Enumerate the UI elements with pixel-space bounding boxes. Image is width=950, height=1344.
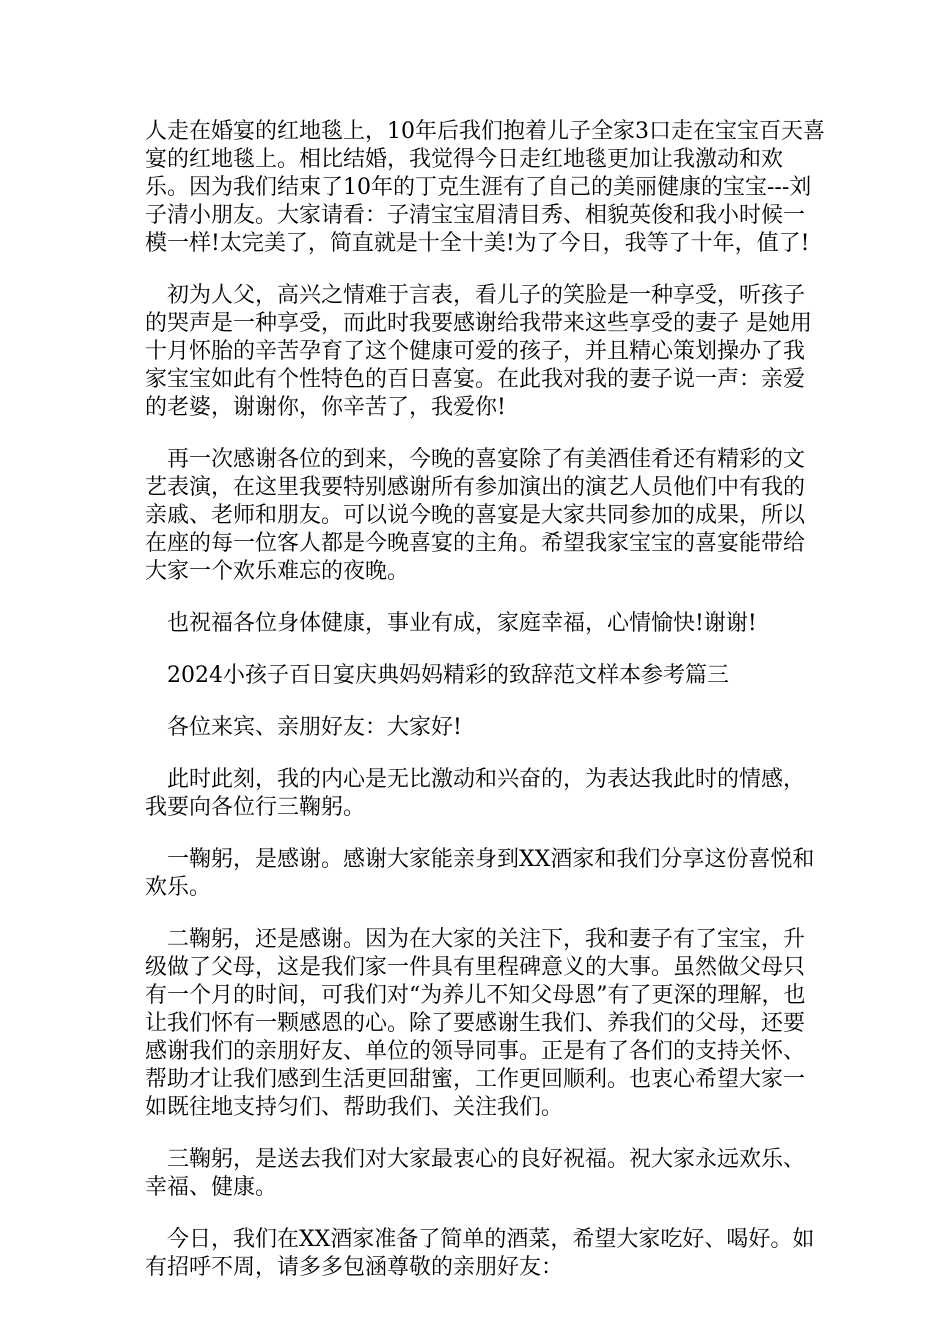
paragraph: 再一次感谢各位的到来，今晚的喜宴除了有美酒佳肴还有精彩的文艺表演，在这里我要特别感谢所有参加演出的演艺人员他们中有我的亲戚、老师和朋友。可以说今晚的喜宴是大家共同参加的成果，所以在座的每一位客人都是今晚喜宴的主角。希望我家宝宝的喜宴能带给大家一个欢乐难忘的夜晚。 [145,447,806,584]
document-body [145,118,825,1306]
paragraph: 一鞠躬，是感谢。感谢大家能亲身到XX酒家和我们分享这份喜悦和欢乐。 [145,847,815,900]
paragraph: 二鞠躬，还是感谢。因为在大家的关注下，我和妻子有了宝宝，升级做了父母，这是我们家一件具有里程碑意义的大事。虽然做父母只有一个月的时间，可我们对“为养儿不知父母恩”有了更深的理解，也让我们怀有一颗感恩的心。除了要感谢生我们、养我们的父母，还要感谢我们的亲朋好友、单位的领导同事。正是有了各们的支持关怀、帮助才让我们感到生活更回甜蜜，工作更回顺利。也衷心希望大家一如既往地支持匀们、帮助我们、关注我们。 [145,927,806,1120]
paragraph: 三鞠躬，是送去我们对大家最衷心的良好祝福。祝大家永远欢乐、幸福、健康。 [145,1147,806,1200]
paragraph: 人走在婚宴的红地毯上，10年后我们抱着儿子全家3口走在宝宝百天喜宴的红地毯上。相比结婚，我觉得今日走红地毯更加让我激动和欢乐。因为我们结束了10年的丁克生涯有了自己的美丽健康的宝宝---刘子清小朋友。大家请看：子清宝宝眉清目秀、相貌英俊和我小时候一模一样!太完美了，简直就是十全十美!为了今日，我等了十年，值了! [145,119,825,256]
paragraph: 今日，我们在XX酒家准备了简单的酒菜，希望大家吃好、喝好。如有招呼不周，请多多包涵尊敬的亲朋好友： [145,1227,815,1280]
paragraph: 也祝福各位身体健康，事业有成，家庭幸福，心情愉快!谢谢! [167,611,757,636]
paragraph: 初为人父，高兴之情难于言表，看儿子的笑脸是一种享受，听孩子的哭声是一种享受，而此时我要感谢给我带来这些享受的妻子 是她用十月怀胎的辛苦孕育了这个健康可爱的孩子，并且精心策划操办了我家宝宝如此有个性特色的百日喜宴。在此我对我的妻子说一声：亲爱的老婆，谢谢你，你辛苦了，我爱你! [145,283,812,420]
paragraph: 各位来宾、亲朋好友：大家好! [167,715,462,740]
section-heading: 2024小孩子百日宴庆典妈妈精彩的致辞范文样本参考篇三 [167,663,729,688]
paragraph: 此时此刻，我的内心是无比激动和兴奋的，为表达我此时的情感，我要向各位行三鞠躬。 [145,767,806,820]
